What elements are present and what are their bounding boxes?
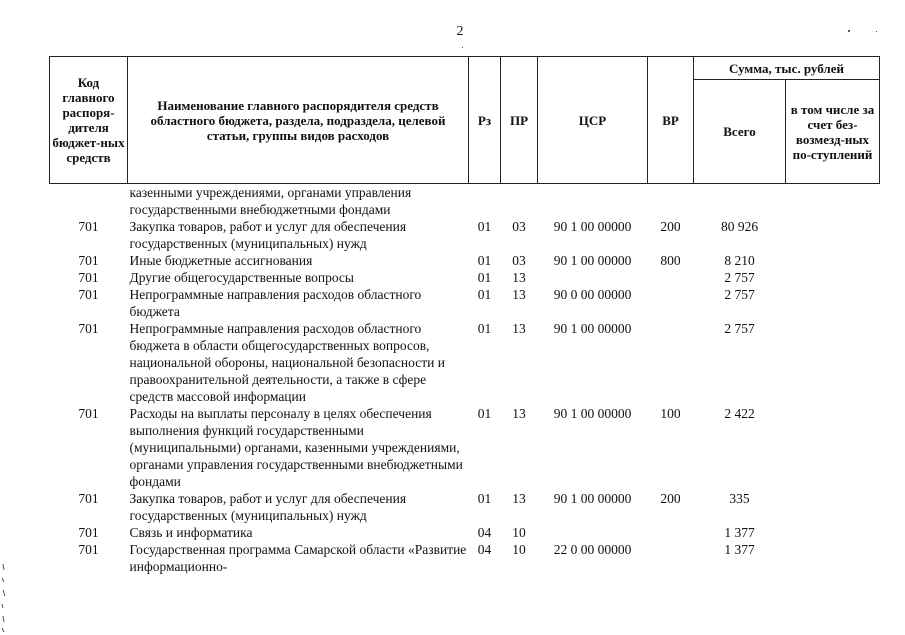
scan-speck <box>876 31 877 32</box>
budget-table <box>49 56 880 575</box>
row-name: казенными учреждениями, органами управления государственными внебюджетными фондами <box>129 185 412 217</box>
row-pr: 13 <box>512 491 526 506</box>
row-vr: 800 <box>660 253 681 268</box>
row-gratuitous <box>786 405 880 490</box>
row-total: 1 377 <box>724 542 755 557</box>
row-name: Государственная программа Самарской области «Развитие информационно- <box>129 542 467 574</box>
row-rz: 01 <box>477 219 492 234</box>
header-total: Всего <box>694 80 786 184</box>
table-row <box>50 218 880 252</box>
row-vr: 200 <box>660 219 681 234</box>
row-rz: 01 <box>477 270 492 285</box>
header-vr: ВР <box>648 57 694 184</box>
row-gratuitous <box>786 524 880 541</box>
row-csr <box>538 524 648 541</box>
row-name: Непрограммные направления расходов областного бюджета в области общегосударственных вопросов, национальной обороны, национальной безопасности и правоохранительной деятельности, а также в сфере средств массовой информации <box>129 321 445 404</box>
row-rz: 01 <box>477 491 492 506</box>
page-number: 2 <box>456 24 464 39</box>
row-total: 335 <box>729 491 750 506</box>
row-rz: 01 <box>477 287 492 302</box>
row-total: 2 757 <box>724 321 755 336</box>
row-code: 701 <box>78 270 99 285</box>
table-row <box>50 524 880 541</box>
row-csr <box>538 269 648 286</box>
row-total <box>694 184 786 219</box>
row-csr: 90 1 00 00000 <box>553 321 632 336</box>
row-gratuitous <box>786 269 880 286</box>
row-rz: 04 <box>477 525 492 540</box>
table-row <box>50 541 880 575</box>
row-code: 701 <box>78 287 99 302</box>
row-vr: 100 <box>660 406 681 421</box>
row-vr <box>648 320 694 405</box>
row-vr <box>648 184 694 219</box>
row-name: Непрограммные направления расходов областного бюджета <box>129 287 422 319</box>
row-csr: 22 0 00 00000 <box>553 542 632 557</box>
row-name: Иные бюджетные ассигнования <box>129 253 313 268</box>
row-code <box>50 184 128 219</box>
row-gratuitous <box>786 286 880 320</box>
row-gratuitous <box>786 541 880 575</box>
table-row <box>50 286 880 320</box>
row-total: 80 926 <box>720 219 759 234</box>
row-gratuitous <box>786 320 880 405</box>
row-total: 8 210 <box>724 253 755 268</box>
row-csr <box>538 184 648 219</box>
row-rz <box>469 184 501 219</box>
row-csr: 90 1 00 00000 <box>553 253 632 268</box>
row-pr <box>501 184 538 219</box>
row-vr <box>648 269 694 286</box>
row-vr <box>648 286 694 320</box>
row-code: 701 <box>78 542 99 557</box>
table-row <box>50 252 880 269</box>
scan-speck <box>462 47 463 48</box>
row-gratuitous <box>786 490 880 524</box>
row-total: 2 422 <box>724 406 755 421</box>
row-rz: 01 <box>477 253 492 268</box>
row-name: Закупка товаров, работ и услуг для обеспечения государственных (муниципальных) нужд <box>129 491 407 523</box>
row-code: 701 <box>78 219 99 234</box>
row-csr: 90 1 00 00000 <box>553 491 632 506</box>
header-pr: ПР <box>501 57 538 184</box>
row-code: 701 <box>78 253 99 268</box>
row-name: Связь и информатика <box>129 525 253 540</box>
row-vr <box>648 541 694 575</box>
row-gratuitous <box>786 218 880 252</box>
row-gratuitous <box>786 184 880 219</box>
row-pr: 13 <box>512 270 526 285</box>
header-csr: ЦСР <box>538 57 648 184</box>
row-pr: 03 <box>512 253 526 268</box>
row-code: 701 <box>78 406 99 421</box>
scan-edge-marks <box>0 560 8 635</box>
table-row <box>50 490 880 524</box>
row-name: Другие общегосударственные вопросы <box>129 270 354 285</box>
row-vr: 200 <box>660 491 681 506</box>
row-csr: 90 0 00 00000 <box>553 287 632 302</box>
row-rz: 04 <box>477 542 492 557</box>
row-total: 2 757 <box>724 270 755 285</box>
header-sum: Сумма, тыс. рублей <box>694 57 880 80</box>
row-total: 2 757 <box>724 287 755 302</box>
row-rz: 01 <box>477 406 492 421</box>
row-pr: 13 <box>512 321 526 336</box>
row-pr: 10 <box>512 542 526 557</box>
row-pr: 10 <box>512 525 526 540</box>
scan-speck <box>848 30 850 32</box>
header-gratuitous: в том числе за счет без-возмезд-ных по-ступлений <box>786 80 880 184</box>
header-rz: Рз <box>469 57 501 184</box>
row-name: Закупка товаров, работ и услуг для обеспечения государственных (муниципальных) нужд <box>129 219 407 251</box>
row-csr: 90 1 00 00000 <box>553 219 632 234</box>
row-gratuitous <box>786 252 880 269</box>
table-row <box>50 269 880 286</box>
header-code: Код главного распоря-дителя бюджет-ных средств <box>50 57 128 184</box>
row-code: 701 <box>78 491 99 506</box>
row-name: Расходы на выплаты персоналу в целях обеспечения выполнения функций государственными (муниципальными) органами, казенными учреждениями, органами управления государственными внебюджетными фондами <box>129 406 463 489</box>
table-row <box>50 320 880 405</box>
table-row <box>50 405 880 490</box>
row-code: 701 <box>78 321 99 336</box>
table-row <box>50 184 880 219</box>
header-name: Наименование главного распорядителя средств областного бюджета, раздела, подраздела, целевой статьи, группы видов расходов <box>128 57 469 184</box>
row-pr: 03 <box>512 219 526 234</box>
row-pr: 13 <box>512 287 526 302</box>
row-csr: 90 1 00 00000 <box>553 406 632 421</box>
row-total: 1 377 <box>724 525 755 540</box>
row-pr: 13 <box>512 406 526 421</box>
row-rz: 01 <box>477 321 492 336</box>
row-code: 701 <box>78 525 99 540</box>
row-vr <box>648 524 694 541</box>
